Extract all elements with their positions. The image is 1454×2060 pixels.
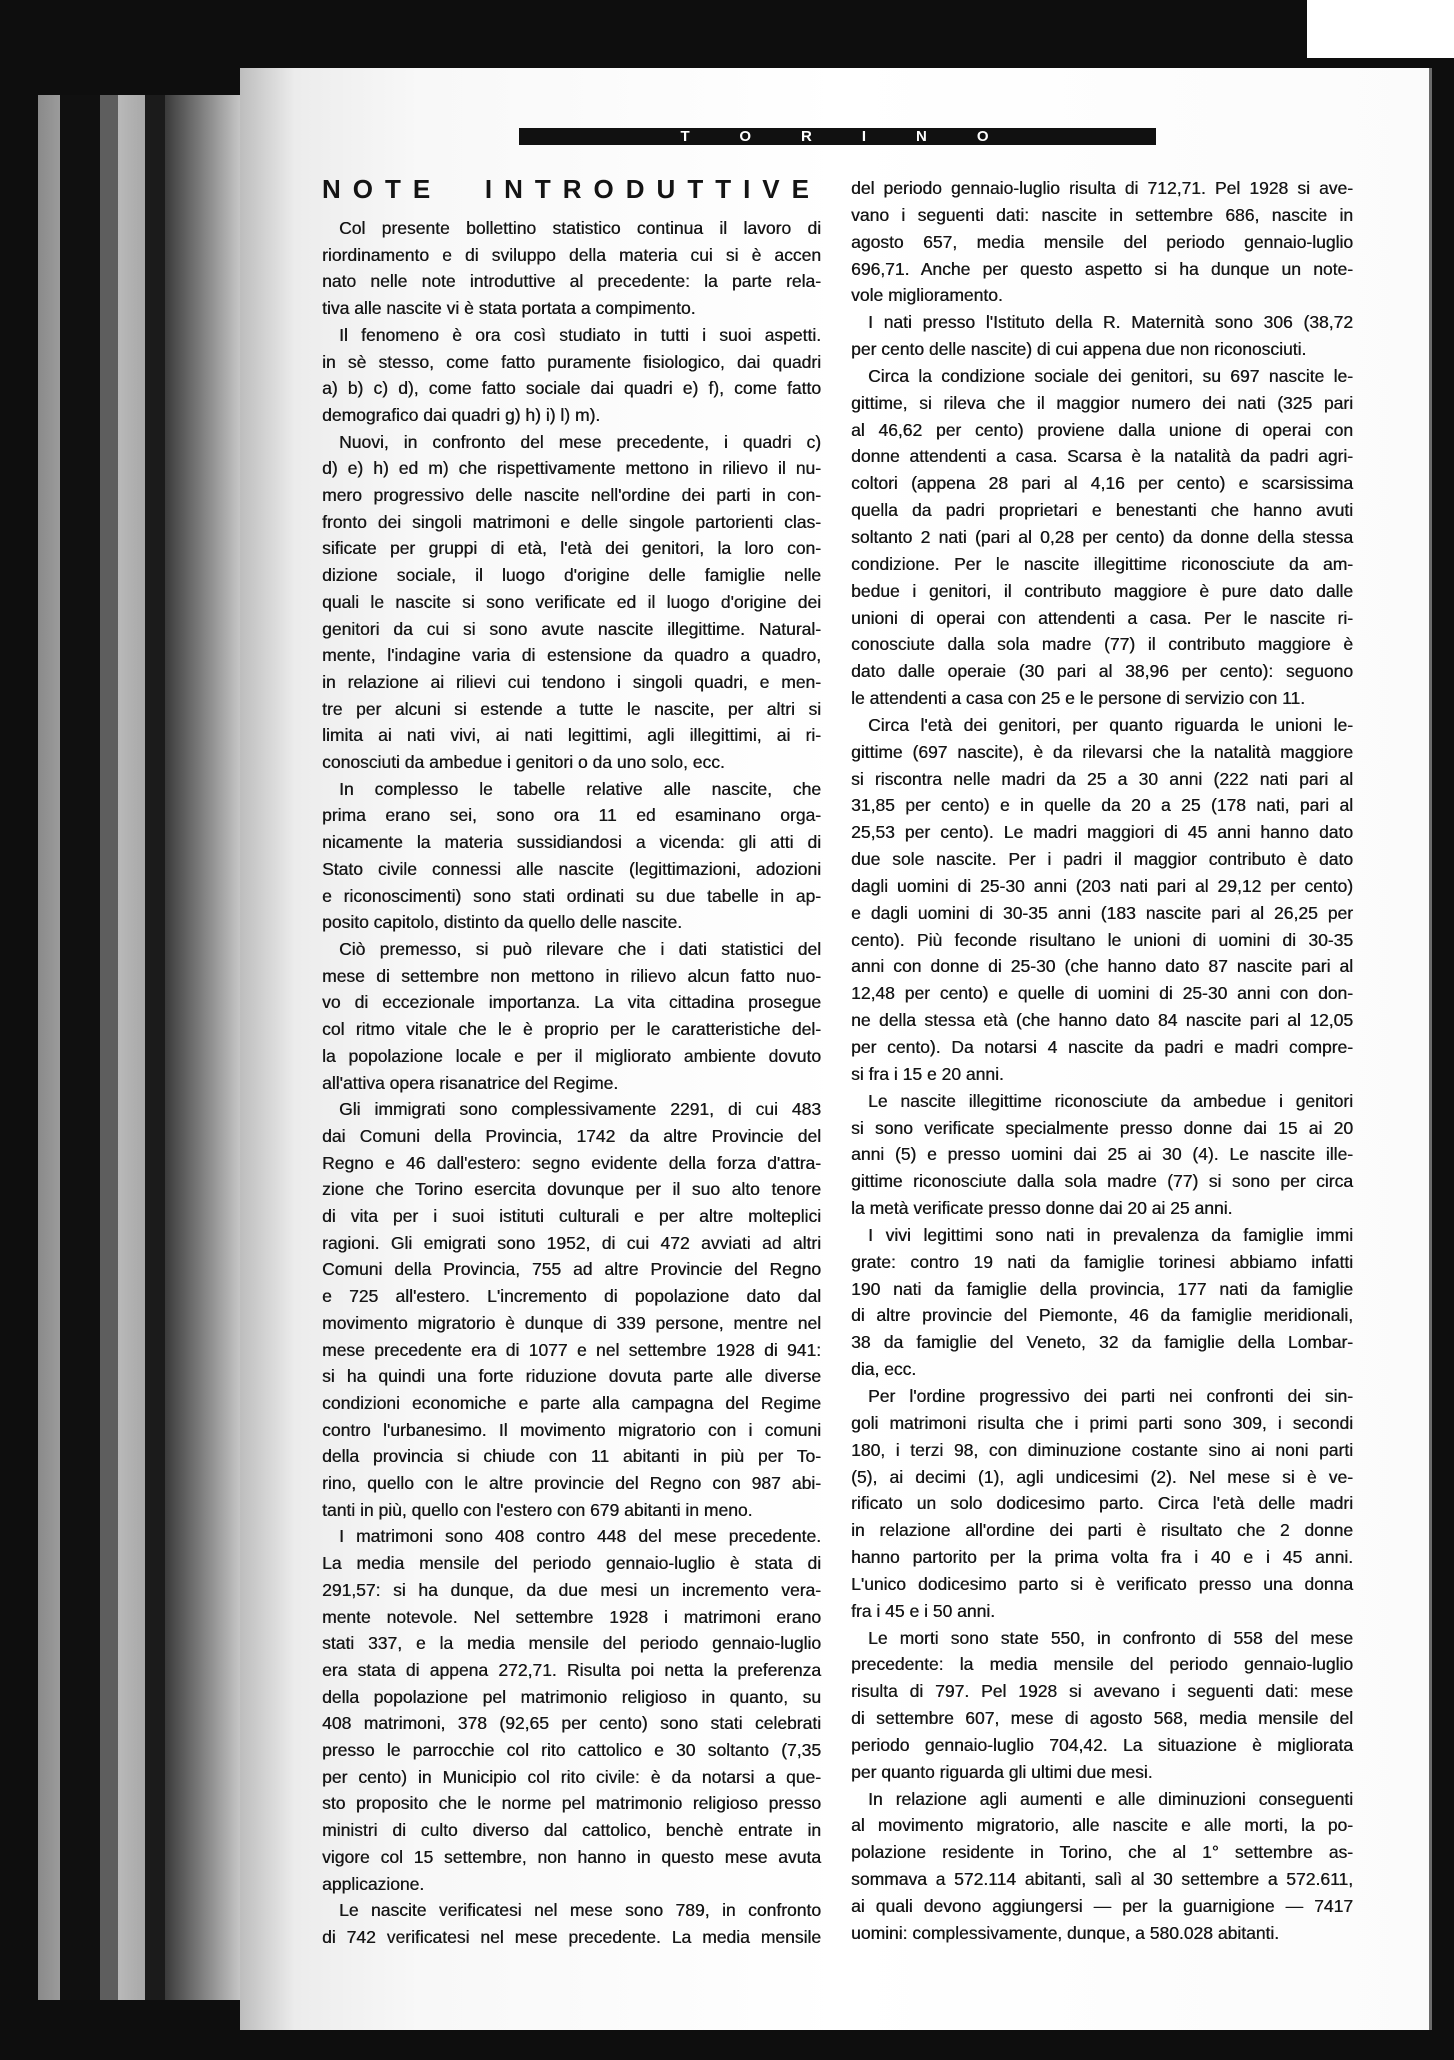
text-line: sificate per gruppi di età, l'età dei genitori, la loro con- [322, 538, 821, 559]
text-line: mese precedente era di 1077 e nel settembre 1928 di 941: [322, 1339, 821, 1360]
text-line: in relazione ai rilievi cui tendono i singoli quadri, e men- [322, 671, 821, 692]
text-line: per cento). Da notarsi 4 nascite da padri e madri compre- [851, 1037, 1353, 1057]
text-line: di vita per i suoi istituti culturali e per altre molteplici [322, 1206, 821, 1227]
text-line: movimento migratorio è dunque di 339 persone, mentre nel [322, 1312, 821, 1333]
text-line: 25,53 per cento). Le madri maggiori di 45 anni hanno dato [851, 822, 1353, 843]
text-line: coltori (appena 28 pari al 4,16 per cento) e scarsissima [851, 473, 1353, 494]
text-line: In complesso le tabelle relative alle nascite, che [339, 778, 821, 799]
running-header-title: TORINO [680, 128, 1039, 145]
text-line: si ha quindi una forte riduzione dovuta parte alle diverse [322, 1366, 821, 1387]
text-line: mese di settembre non mettono in rilievo alcun fatto nuo- [322, 965, 821, 986]
text-line: gittime riconosciute dalla sola madre (77) si sono per circa [851, 1171, 1353, 1192]
binding-edge [0, 95, 245, 2000]
text-line: gittime, si rileva che il maggior numero dei nati (325 pari [851, 392, 1353, 413]
text-line: in relazione all'ordine dei parti è risultato che 2 donne [851, 1520, 1353, 1541]
text-line: le attendenti a casa con 25 e le persone di servizio con 11. [851, 688, 1305, 709]
page-title: NOTE INTRODUTTIVE [322, 174, 821, 204]
text-line: di settembre 607, mese di agosto 568, media mensile del [851, 1708, 1353, 1729]
paragraph [322, 1096, 821, 1523]
text-line: e riconoscimenti) sono stati ordinati su due tabelle in ap- [322, 885, 821, 906]
text-line: della popolazione pel matrimonio religioso in quanto, su [322, 1686, 821, 1707]
text-line: di altre provincie del Piemonte, 46 da famiglie meridionali, [851, 1305, 1353, 1326]
paragraph [851, 1625, 1353, 1786]
text-line: condizioni economiche e parte alla campagna del Regime [322, 1392, 821, 1413]
left-column [322, 215, 821, 1951]
text-line: col ritmo vitale che le è proprio per le caratteristiche del- [322, 1019, 821, 1040]
text-line: L'unico dodicesimo parto si è verificato presso una donna [851, 1573, 1353, 1594]
text-line: ne della stessa età (che hanno dato 84 nascite pari al 12,05 [851, 1010, 1353, 1031]
text-line: Circa la condizione sociale dei genitori, su 697 nascite le- [868, 365, 1353, 386]
text-line: Circa l'età dei genitori, per quanto riguarda le unioni le- [868, 714, 1353, 735]
text-line: posito capitolo, distinto da quello delle nascite. [322, 912, 682, 933]
paragraph [851, 363, 1353, 712]
paragraph [322, 215, 821, 322]
text-line: 12,48 per cento) e quelle di uomini di 25-30 anni con don- [851, 983, 1353, 1004]
running-header [519, 128, 1156, 145]
text-line: Ciò premesso, si può rilevare che i dati statistici del [339, 938, 821, 959]
text-line: fronto dei singoli matrimoni e delle singole partorienti clas- [322, 511, 821, 532]
text-line: vigore col 15 settembre, non hanno in questo mese avuta [322, 1846, 821, 1867]
text-line: presso le parrocchie col rito cattolico e 30 soltanto (7,35 [322, 1740, 821, 1761]
text-line: genitori da cui si sono avute nascite illegittime. Natural- [322, 618, 821, 639]
text-line: Stato civile connessi alle nascite (legittimazioni, adozioni [322, 858, 821, 879]
text-line: per quanto riguarda gli ultimi due mesi. [851, 1761, 1153, 1782]
text-line: del periodo gennaio-luglio risulta di 712,71. Pel 1928 si ave- [851, 178, 1353, 198]
text-line: sommava a 572.114 abitanti, salì al 30 settembre a 572.611, [851, 1869, 1353, 1890]
text-line: I nati presso l'Istituto della R. Maternità sono 306 (38,72 [868, 312, 1353, 333]
text-line: rino, quello con le altre provincie del Regno con 987 abi- [322, 1473, 821, 1494]
text-line: si sono verificate specialmente presso donne dai 15 ai 20 [851, 1117, 1353, 1138]
text-line: Col presente bollettino statistico continua il lavoro di [339, 218, 821, 238]
text-line: goli matrimoni risulta che i primi parti sono 309, i secondi [851, 1412, 1353, 1433]
text-line: vano i seguenti dati: nascite in settembre 686, nascite in [851, 204, 1353, 225]
paragraph [851, 1383, 1353, 1625]
text-line: demografico dai quadri g) h) i) l) m). [322, 404, 601, 425]
text-line: anni (5) e presso uomini dai 25 ai 30 (4). Le nascite ille- [851, 1144, 1353, 1165]
text-line: tiva alle nascite vi è stata portata a compimento. [322, 298, 696, 319]
text-line: grate: contro 19 nati da famiglie torinesi abbiamo infatti [851, 1251, 1353, 1272]
text-line: vo di eccezionale importanza. La vita cittadina prosegue [322, 992, 821, 1013]
text-line: soltanto 2 nati (pari al 0,28 per cento) da donne della stessa [851, 526, 1353, 547]
text-line: e dagli uomini di 30-35 anni (183 nascite pari al 26,25 per [851, 902, 1353, 923]
text-line: zione che Torino esercita dovunque per il suo alto tenore [322, 1179, 821, 1200]
text-line: la metà verificate presso donne dai 20 ai 25 anni. [851, 1198, 1233, 1219]
text-line: a) b) c) d), come fatto sociale dai quadri e) f), come fatto [322, 378, 821, 399]
text-line: 291,57: si ha dunque, da due mesi un incremento vera- [322, 1579, 821, 1600]
text-line: Le nascite verificatesi nel mese sono 789, in confronto [339, 1900, 821, 1921]
text-line: era stata di appena 272,71. Risulta poi netta la preferenza [322, 1659, 821, 1680]
text-line: quella da padri proprietari e benestanti che hanno avuti [851, 500, 1353, 521]
text-line: conosciuti da ambedue i genitori o da uno solo, ecc. [322, 752, 725, 773]
text-line: di 742 verificatesi nel mese precedente. La media mensile [322, 1927, 821, 1947]
text-line: mente, l'indagine varia di estensione da quadro a quadro, [322, 645, 821, 666]
text-line: rificato un solo dodicesimo parto. Circa l'età delle madri [851, 1493, 1353, 1514]
text-line: agosto 657, media mensile del periodo gennaio-luglio [851, 231, 1353, 252]
paragraph [851, 175, 1353, 309]
text-line: unioni di operai con attendenti a casa. Per le nascite ri- [851, 607, 1353, 628]
paragraph [322, 776, 821, 936]
text-line: ministri di culto diverso dal cattolico, benchè entrate in [322, 1820, 821, 1841]
paragraph [322, 429, 821, 776]
page-corner [1307, 0, 1454, 58]
text-line: prima erano sei, sono ora 11 ed esaminano orga- [322, 805, 821, 826]
paragraph [851, 309, 1353, 363]
text-line: dagli uomini di 25-30 anni (203 nati pari al 29,12 per cento) [851, 875, 1353, 896]
paragraph [851, 1088, 1353, 1222]
text-line: limita ai nati vivi, ai nati legittimi, agli illegittimi, ai ri- [322, 725, 821, 746]
text-line: Per l'ordine progressivo dei parti nei confronti dei sin- [868, 1385, 1353, 1406]
text-line: la popolazione locale e per il migliorato ambiente dovuto [322, 1045, 821, 1066]
paragraph [851, 712, 1353, 1088]
text-line: due sole nascite. Per i padri il maggior contributo è dato [851, 849, 1353, 870]
text-line: Le morti sono state 550, in confronto di 558 del mese [868, 1627, 1353, 1648]
paragraph [322, 1897, 821, 1950]
text-line: dizione sociale, il luogo d'origine delle famiglie nelle [322, 565, 821, 586]
text-line: e 725 all'estero. L'incremento di popolazione dato dal [322, 1286, 821, 1307]
text-line: polazione residente in Torino, che al 1° settembre as- [851, 1842, 1353, 1863]
text-line: 408 matrimoni, 378 (92,65 per cento) sono stati celebrati [322, 1713, 821, 1734]
text-line: I matrimoni sono 408 contro 448 del mese precedente. [339, 1526, 821, 1547]
text-line: Regno e 46 dall'estero: segno evidente della forza d'attra- [322, 1152, 821, 1173]
text-line: quali le nascite si sono verificate ed il luogo d'origine dei [322, 591, 821, 612]
text-line: per cento) in Municipio col rito civile: è da notarsi a que- [322, 1766, 821, 1787]
paragraph [851, 1786, 1353, 1947]
text-line: mero progressivo delle nascite nell'ordine dei parti in con- [322, 485, 821, 506]
text-line: Comuni della Provincia, 755 ad altre Provincie del Regno [322, 1259, 821, 1280]
text-line: Gli immigrati sono complessivamente 2291, di cui 483 [339, 1099, 821, 1120]
text-line: I vivi legittimi sono nati in prevalenza da famiglie immi [868, 1224, 1353, 1245]
text-line: 31,85 per cento) e in quelle da 20 a 25 (178 nati, pari al [851, 795, 1353, 816]
text-line: Nuovi, in confronto del mese precedente, i quadri c) [339, 431, 821, 452]
paragraph [322, 936, 821, 1096]
text-line: gittime (697 nascite), è da rilevarsi che la natalità maggiore [851, 741, 1353, 762]
text-line: all'attiva opera risanatrice del Regime. [322, 1072, 619, 1093]
text-line: ragioni. Gli emigrati sono 1952, di cui 472 avviati ad altri [322, 1232, 821, 1253]
text-line: vole miglioramento. [851, 285, 1003, 306]
text-line: anni con donne di 25-30 (che hanno dato 87 nascite pari al [851, 956, 1353, 977]
text-line: bedue i genitori, il contributo maggiore è pure dato dalle [851, 580, 1353, 601]
text-line: risulta di 797. Pel 1928 si avevano i seguenti dati: mese [851, 1681, 1353, 1702]
text-line: precedente: la media mensile del periodo gennaio-luglio [851, 1654, 1353, 1675]
text-line: conosciute dalla sola madre (77) il contributo maggiore è [851, 634, 1353, 655]
text-line: si riscontra nelle madri da 25 a 30 anni (222 nati pari al [851, 768, 1353, 789]
paragraph [851, 1222, 1353, 1383]
text-line: della provincia si chiude con 11 abitanti in più per To- [322, 1446, 821, 1467]
text-line: 38 da famiglie del Veneto, 32 da famiglie della Lombar- [851, 1332, 1353, 1353]
text-line: sto proposito che le norme pel matrimonio religioso presso [322, 1793, 821, 1814]
right-column [851, 175, 1353, 1947]
text-line: per cento delle nascite) di cui appena due non riconosciuti. [851, 339, 1307, 360]
text-line: dato dalle operaie (30 pari al 38,96 per cento): seguono [851, 661, 1353, 682]
text-line: tanti in più, quello con l'estero con 679 abitanti in meno. [322, 1499, 753, 1520]
text-line: ai quali devono aggiungersi — per la guarnigione — 7417 [851, 1896, 1353, 1916]
text-line: al movimento migratorio, alle nascite e alle morti, la po- [851, 1815, 1353, 1836]
text-line: hanno partorito per la prima volta fra i 40 e i 45 anni. [851, 1547, 1353, 1568]
paragraph [322, 322, 821, 429]
text-line: 696,71. Anche per questo aspetto si ha dunque un note- [851, 258, 1353, 279]
text-line: dia, ecc. [851, 1359, 917, 1380]
text-line: uomini: complessivamente, dunque, a 580.028 abitanti. [851, 1922, 1280, 1943]
paragraph [322, 1523, 821, 1897]
text-line: 190 nati da famiglie della provincia, 177 nati da famiglie [851, 1278, 1353, 1299]
text-line: periodo gennaio-luglio 704,42. La situazione è migliorata [851, 1734, 1353, 1755]
text-line: In relazione agli aumenti e alle diminuzioni conseguenti [868, 1788, 1353, 1809]
text-line: nicamente la materia sussidiandosi a vicenda: gli atti di [322, 832, 821, 853]
text-line: fra i 45 e i 50 anni. [851, 1600, 995, 1621]
text-line: mente notevole. Nel settembre 1928 i matrimoni erano [322, 1606, 821, 1627]
text-line: donne attendenti a casa. Scarsa è la natalità da padri agri- [851, 446, 1353, 467]
text-line: riordinamento e di sviluppo della materia cui si è accen [322, 244, 821, 265]
text-line: Il fenomeno è ora così studiato in tutti i suoi aspetti. [339, 324, 821, 345]
text-line: nato nelle note introduttive al precedente: la parte rela- [322, 271, 821, 292]
text-line: (5), ai decimi (1), agli undicesimi (2). Nel mese si è ve- [851, 1466, 1353, 1487]
text-line: si fra i 15 e 20 anni. [851, 1063, 1004, 1084]
text-line: applicazione. [322, 1873, 425, 1894]
text-line: stati 337, e la media mensile del periodo gennaio-luglio [322, 1633, 821, 1654]
text-line: cento). Più feconde risultano le unioni di uomini di 30-35 [851, 929, 1353, 950]
text-line: dai Comuni della Provincia, 1742 da altre Provincie del [322, 1125, 821, 1146]
text-line: contro l'urbanesimo. Il movimento migratorio con i comuni [322, 1419, 821, 1440]
text-line: tre per alcuni si estende a tutte le nascite, per altri si [322, 698, 821, 719]
text-line: condizione. Per le nascite illegittime riconosciute da am- [851, 553, 1353, 574]
text-line: La media mensile del periodo gennaio-luglio è stata di [322, 1553, 821, 1574]
text-line: Le nascite illegittime riconosciute da ambedue i genitori [868, 1090, 1353, 1111]
text-line: d) e) h) ed m) che rispettivamente mettono in rilievo il nu- [322, 458, 821, 479]
text-line: 180, i terzi 98, con diminuzione costante sino ai noni parti [851, 1439, 1353, 1460]
text-line: in sè stesso, come fatto puramente fisiologico, dai quadri [322, 351, 821, 372]
text-line: al 46,62 per cento) proviene dalla unione di operai con [851, 419, 1353, 440]
